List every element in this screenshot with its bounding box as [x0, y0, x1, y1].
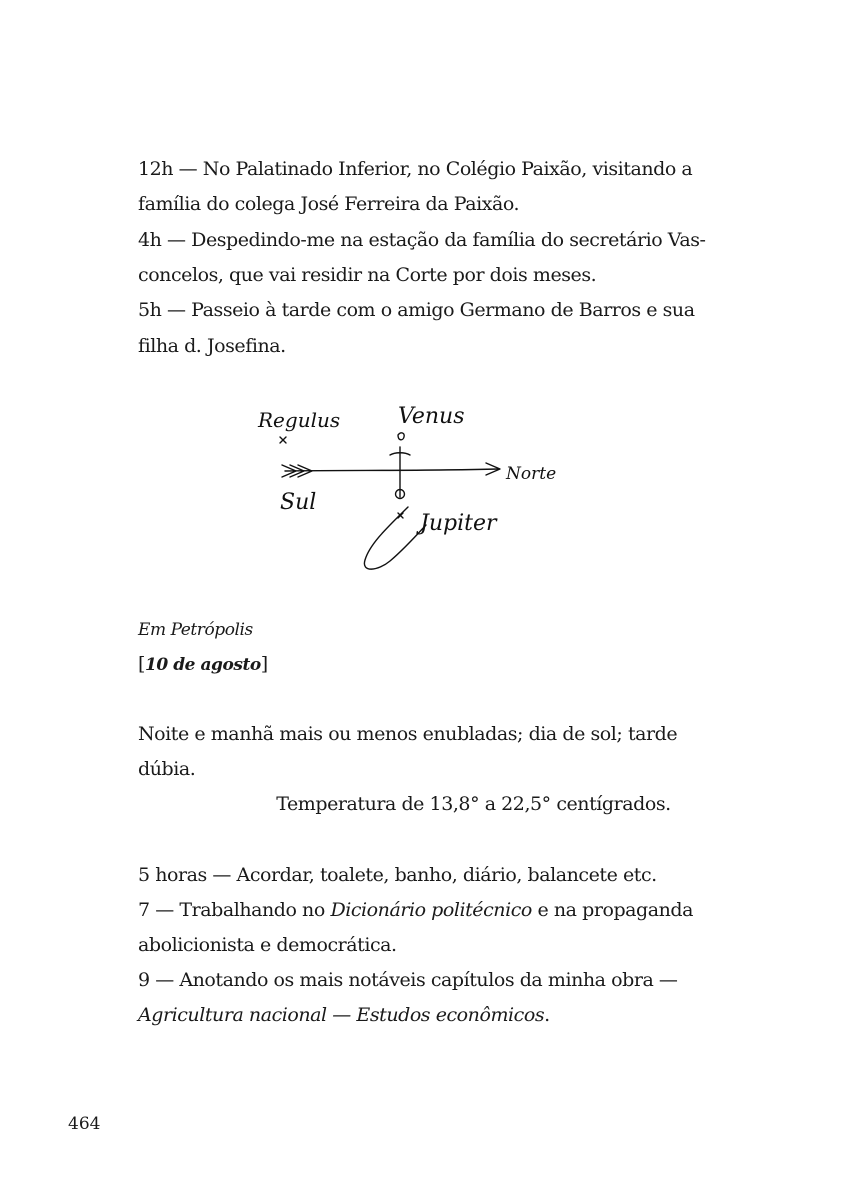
- horizontal-axis: [285, 469, 498, 471]
- book-title-agricultura: Agricultura nacional — Estudos econômicos: [138, 1004, 545, 1026]
- norte-label: Norte: [506, 464, 557, 484]
- jupiter-label: Jupiter: [420, 511, 497, 536]
- schedule-line-3: abolicionista e democrática.: [138, 934, 397, 956]
- schedule-line-5: [138, 1003, 550, 1027]
- date-bracket-close: ]: [260, 653, 268, 675]
- schedule-line-1: 5 horas — Acordar, toalete, banho, diário, balancete etc.: [138, 864, 657, 886]
- regulus-star: [280, 437, 286, 443]
- entry-line-1: 12h — No Palatinado Inferior, no Colégio Paixão, visitando a: [138, 158, 693, 180]
- entry-line-4: concelos, que vai residir na Corte por dois meses.: [138, 264, 597, 286]
- schedule-line-2-suffix: e na propaganda: [531, 899, 694, 921]
- temperature-line: Temperatura de 13,8° a 22,5° centígrados.: [276, 793, 671, 815]
- schedule-line-2-prefix: 7 — Trabalhando no: [138, 899, 331, 921]
- flourish: [364, 507, 426, 569]
- handwritten-star-sketch: [240, 375, 580, 580]
- date-line: [138, 652, 268, 677]
- entry-line-6: filha d. Josefina.: [138, 335, 286, 357]
- sul-label: Sul: [280, 490, 317, 515]
- date-text: 10 de agosto: [144, 655, 261, 675]
- venus-mark: [398, 433, 404, 440]
- place-line: Em Petrópolis: [138, 620, 253, 640]
- regulus-label: Regulus: [258, 408, 341, 432]
- date-bracket-open: [: [138, 653, 145, 675]
- venus-label: Venus: [398, 404, 465, 429]
- schedule-line-2: [138, 898, 693, 922]
- weather-line-2: dúbia.: [138, 758, 196, 780]
- schedule-line-4: 9 — Anotando os mais notáveis capítulos da minha obra —: [138, 969, 678, 991]
- schedule-line-5-end: .: [544, 1004, 550, 1026]
- entry-line-2: família do colega José Ferreira da Paixão.: [138, 193, 520, 215]
- page-number: 464: [68, 1114, 101, 1134]
- entry-line-3: 4h — Despedindo-me na estação da família do secretário Vas-: [138, 229, 706, 251]
- weather-line-1: Noite e manhã mais ou menos enubladas; dia de sol; tarde: [138, 723, 678, 745]
- entry-line-5: 5h — Passeio à tarde com o amigo Germano de Barros e sua: [138, 299, 695, 321]
- book-title-dicionario: Dicionário politécnico: [330, 899, 532, 921]
